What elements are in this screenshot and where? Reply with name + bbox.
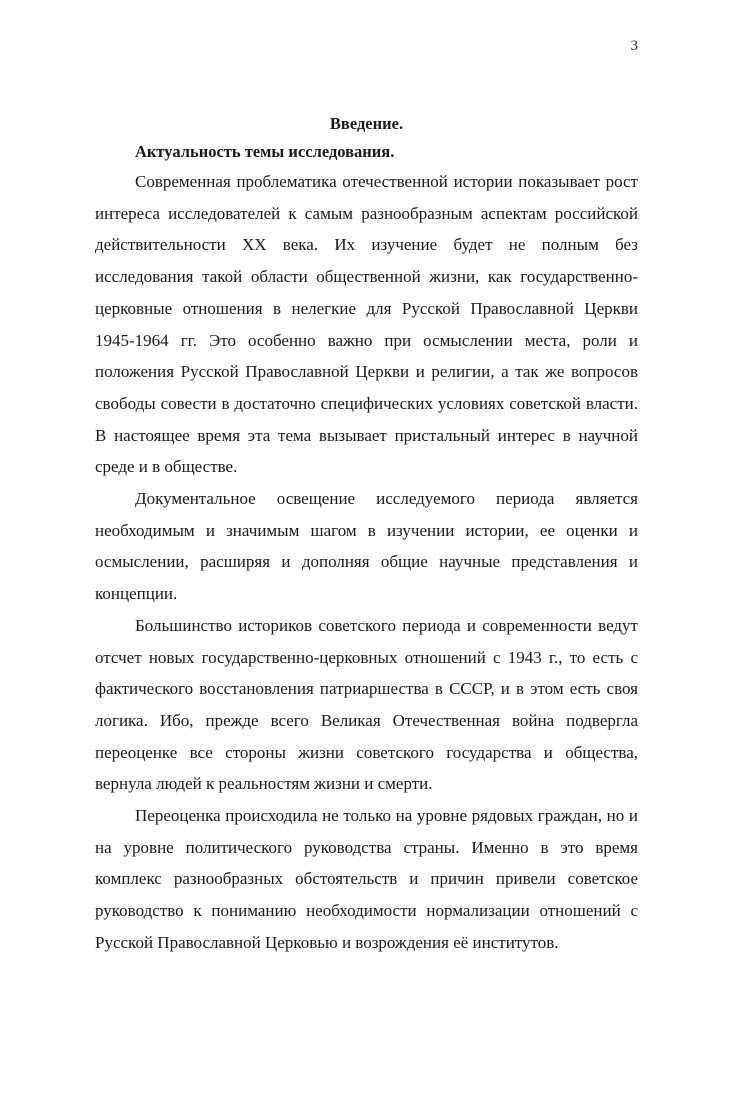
document-title: Введение. [329,114,404,133]
page-number: 3 [630,38,638,54]
paragraph-2: Документальное освещение исследуемого периода является необходимым и значимым шагом в изучении истории, ее оценки и осмыслении, расширяя и дополняя общие научные представления и концепции. [95,489,638,604]
document-body [95,110,638,959]
paragraph-1: Современная проблематика отечественной истории показывает рост интереса исследователей к самым разнообразным аспектам российской действительности XX века. Их изучение будет не полным без исследования такой области общественной жизни, как государственно-церковные отношения в нелегкие для Русской Православной Церкви 1945-1964 гг. Это особенно важно при осмыслении места, роли и положения Русской Православной Церкви и религии, а так же вопросов свободы совести в достаточно специфических условиях советской власти. В настоящее время эта тема вызывает пристальный интерес в научной среде и в обществе. [95,172,638,477]
paragraph-3: Большинство историков советского периода и современности ведут отсчет новых государственно-церковных отношений с 1943 г., то есть с фактического восстановления патриаршества в СССР, и в этом есть своя логика. Ибо, прежде всего Великая Отечественная война подвергла переоценке все стороны жизни советского государства и общества, вернула людей к реальностям жизни и смерти. [95,615,638,794]
paragraph-4: Переоценка происходила не только на уровне рядовых граждан, но и на уровне политического руководства страны. Именно в это время комплекс разнообразных обстоятельств и причин привели советское руководство к пониманию необходимости нормализации отношений с Русской Православной Церковью и возрождения её институтов. [95,806,638,952]
section-heading: Актуальность темы исследования. [135,142,395,161]
